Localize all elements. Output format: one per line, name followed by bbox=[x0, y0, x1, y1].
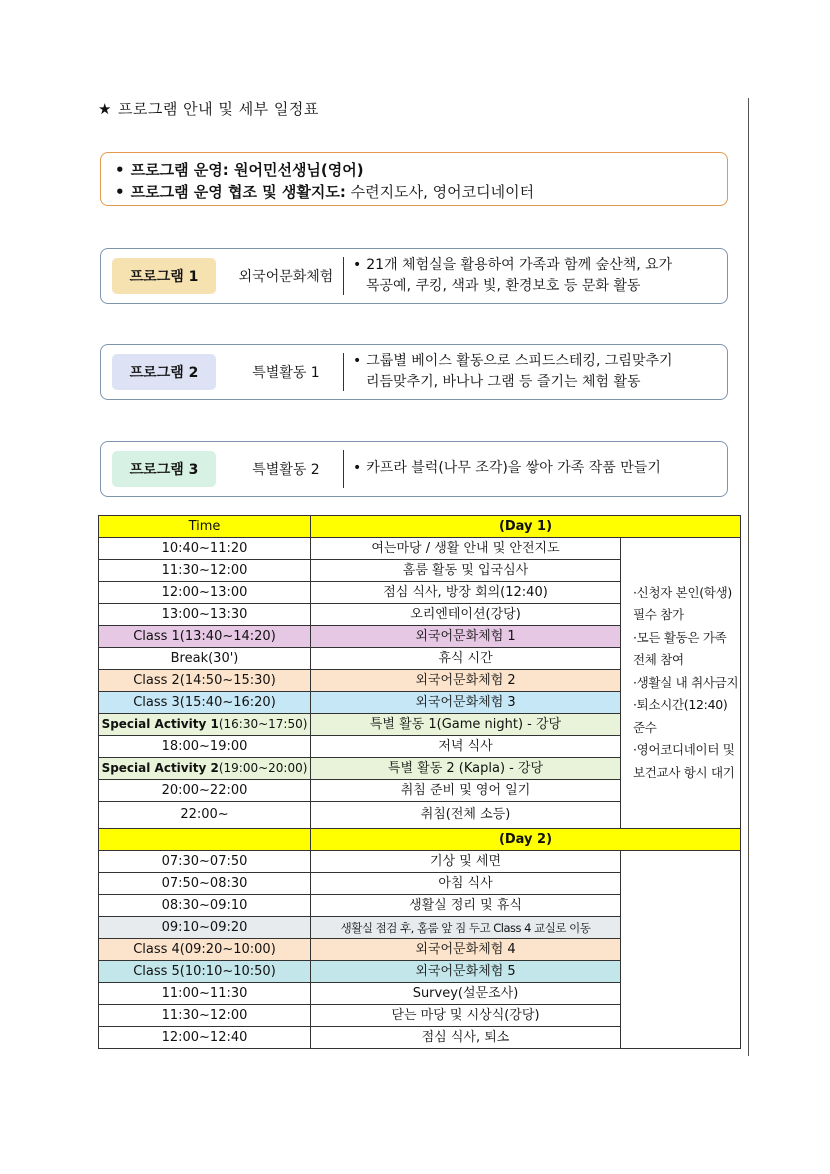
schedule-time: Class 2(14:50~15:30) bbox=[99, 670, 311, 692]
schedule-activity: 외국어문화체험 3 bbox=[311, 692, 621, 714]
bullet-icon: • bbox=[115, 183, 125, 201]
schedule-activity: 여는마당 / 생활 안내 및 안전지도 bbox=[311, 538, 621, 560]
day-header: (Day 1) bbox=[311, 516, 741, 538]
page-border-line bbox=[748, 98, 749, 1056]
schedule-activity: 외국어문화체험 1 bbox=[311, 626, 621, 648]
schedule-table bbox=[98, 515, 741, 1049]
schedule-notes-empty bbox=[621, 851, 741, 1049]
divider bbox=[343, 450, 344, 488]
star-icon: ★ bbox=[98, 100, 112, 118]
note-item: ·모든 활동은 가족 전체 참여 bbox=[633, 629, 727, 668]
program-desc-line-1: 카프라 블럭(나무 조각)을 쌓아 가족 작품 만들기 bbox=[366, 460, 661, 476]
schedule-activity: 특별 활동 1(Game night) - 강당 bbox=[311, 714, 621, 736]
day-header: (Day 2) bbox=[311, 829, 741, 851]
schedule-time: 11:30~12:00 bbox=[99, 1005, 311, 1027]
special-activity-label: Special Activity 1 bbox=[101, 717, 219, 731]
bullet-icon: • bbox=[353, 257, 362, 273]
schedule-time bbox=[99, 714, 311, 736]
schedule-activity: 홈룸 활동 및 입국심사 bbox=[311, 560, 621, 582]
schedule-time: 18:00~19:00 bbox=[99, 736, 311, 758]
divider bbox=[343, 353, 344, 391]
schedule-time: 09:10~09:20 bbox=[99, 917, 311, 939]
schedule-activity: 생활실 정리 및 휴식 bbox=[311, 895, 621, 917]
program-name: 특별활동 2 bbox=[252, 461, 320, 478]
schedule-activity: 오리엔테이션(강당) bbox=[311, 604, 621, 626]
note-item: ·신청자 본인(학생) 필수 참가 bbox=[633, 584, 732, 623]
section-title-text: 프로그램 안내 및 세부 일정표 bbox=[117, 100, 319, 118]
schedule-activity: 취침 준비 및 영어 일기 bbox=[311, 780, 621, 802]
program-box-1 bbox=[100, 248, 728, 304]
bullet-icon: • bbox=[115, 161, 125, 179]
schedule-time: 08:30~09:10 bbox=[99, 895, 311, 917]
schedule-time: Class 5(10:10~10:50) bbox=[99, 961, 311, 983]
program-name: 특별활동 1 bbox=[252, 364, 320, 381]
schedule-time bbox=[99, 758, 311, 780]
schedule-activity: 외국어문화체험 5 bbox=[311, 961, 621, 983]
note-item: ·퇴소시간(12:40) 준수 bbox=[633, 697, 728, 735]
program-desc-line-2: 리듬맞추기, 바나나 그램 등 즐기는 체험 활동 bbox=[366, 374, 641, 390]
schedule-notes bbox=[621, 538, 741, 829]
time-header-empty bbox=[99, 829, 311, 851]
special-activity-time: (19:00~20:00) bbox=[218, 761, 308, 775]
schedule-row bbox=[99, 538, 741, 560]
operator-line-2: • 프로그램 운영 협조 및 생활지도: 수련지도사, 영어코디네이터 bbox=[115, 183, 535, 201]
program-badge: 프로그램 2 bbox=[112, 354, 216, 390]
special-activity-label: Special Activity 2 bbox=[101, 761, 219, 775]
schedule-activity: 닫는 마당 및 시상식(강당) bbox=[311, 1005, 621, 1027]
program-badge: 프로그램 1 bbox=[112, 258, 216, 294]
schedule-header-row bbox=[99, 516, 741, 538]
time-header: Time bbox=[99, 516, 311, 538]
note-item: ·생활실 내 취사금지 bbox=[633, 674, 739, 690]
schedule-activity: 휴식 시간 bbox=[311, 648, 621, 670]
schedule-time: 11:00~11:30 bbox=[99, 983, 311, 1005]
schedule-activity: 외국어문화체험 2 bbox=[311, 670, 621, 692]
schedule-time: 12:00~12:40 bbox=[99, 1027, 311, 1049]
program-box-2 bbox=[100, 344, 728, 400]
special-activity-time: (16:30~17:50) bbox=[218, 717, 308, 731]
program-name: 외국어문화체험 bbox=[238, 268, 334, 285]
program-box-3 bbox=[100, 441, 728, 497]
schedule-activity: 저녁 식사 bbox=[311, 736, 621, 758]
schedule-time: Break(30') bbox=[99, 648, 311, 670]
schedule-time: 13:00~13:30 bbox=[99, 604, 311, 626]
schedule-time: 07:50~08:30 bbox=[99, 873, 311, 895]
schedule-activity: 점심 식사, 퇴소 bbox=[311, 1027, 621, 1049]
divider bbox=[343, 257, 344, 295]
schedule-activity: 생활실 점검 후, 홈룸 앞 짐 두고 Class 4 교실로 이동 bbox=[311, 917, 621, 939]
schedule-time: 20:00~22:00 bbox=[99, 780, 311, 802]
schedule-time: Class 1(13:40~14:20) bbox=[99, 626, 311, 648]
schedule-header-row bbox=[99, 829, 741, 851]
bullet-icon: • bbox=[353, 353, 362, 369]
bullet-icon: • bbox=[353, 460, 362, 476]
schedule-activity: Survey(설문조사) bbox=[311, 983, 621, 1005]
operator-line-1: • 프로그램 운영: 원어민선생님(영어) bbox=[115, 161, 364, 179]
program-description bbox=[353, 351, 723, 393]
schedule-activity: 아침 식사 bbox=[311, 873, 621, 895]
note-item: ·영어코디네이터 및 보건교사 항시 대기 bbox=[633, 742, 735, 780]
schedule-time: 12:00~13:00 bbox=[99, 582, 311, 604]
schedule-time: 22:00~ bbox=[99, 802, 311, 829]
schedule-activity: 점심 식사, 방장 회의(12:40) bbox=[311, 582, 621, 604]
schedule-time: 10:40~11:20 bbox=[99, 538, 311, 560]
program-desc-line-1: 그룹별 베이스 활동으로 스피드스테킹, 그림맞추기 bbox=[366, 353, 673, 369]
schedule-row bbox=[99, 851, 741, 873]
schedule-activity: 기상 및 세면 bbox=[311, 851, 621, 873]
schedule-time: Class 4(09:20~10:00) bbox=[99, 939, 311, 961]
section-title bbox=[98, 98, 319, 119]
schedule-time: 07:30~07:50 bbox=[99, 851, 311, 873]
schedule-time: 11:30~12:00 bbox=[99, 560, 311, 582]
program-desc-line-1: 21개 체험실을 활용하여 가족과 함께 숲산책, 요가 bbox=[366, 257, 673, 273]
schedule-activity: 특별 활동 2 (Kapla) - 강당 bbox=[311, 758, 621, 780]
program-desc-line-2: 목공예, 쿠킹, 색과 빛, 환경보호 등 문화 활동 bbox=[366, 278, 641, 294]
schedule-activity: 취침(전체 소등) bbox=[311, 802, 621, 829]
schedule-time: Class 3(15:40~16:20) bbox=[99, 692, 311, 714]
program-description bbox=[353, 458, 723, 479]
operator-info-box bbox=[100, 152, 728, 206]
program-description bbox=[353, 255, 723, 297]
schedule-activity: 외국어문화체험 4 bbox=[311, 939, 621, 961]
program-badge: 프로그램 3 bbox=[112, 451, 216, 487]
